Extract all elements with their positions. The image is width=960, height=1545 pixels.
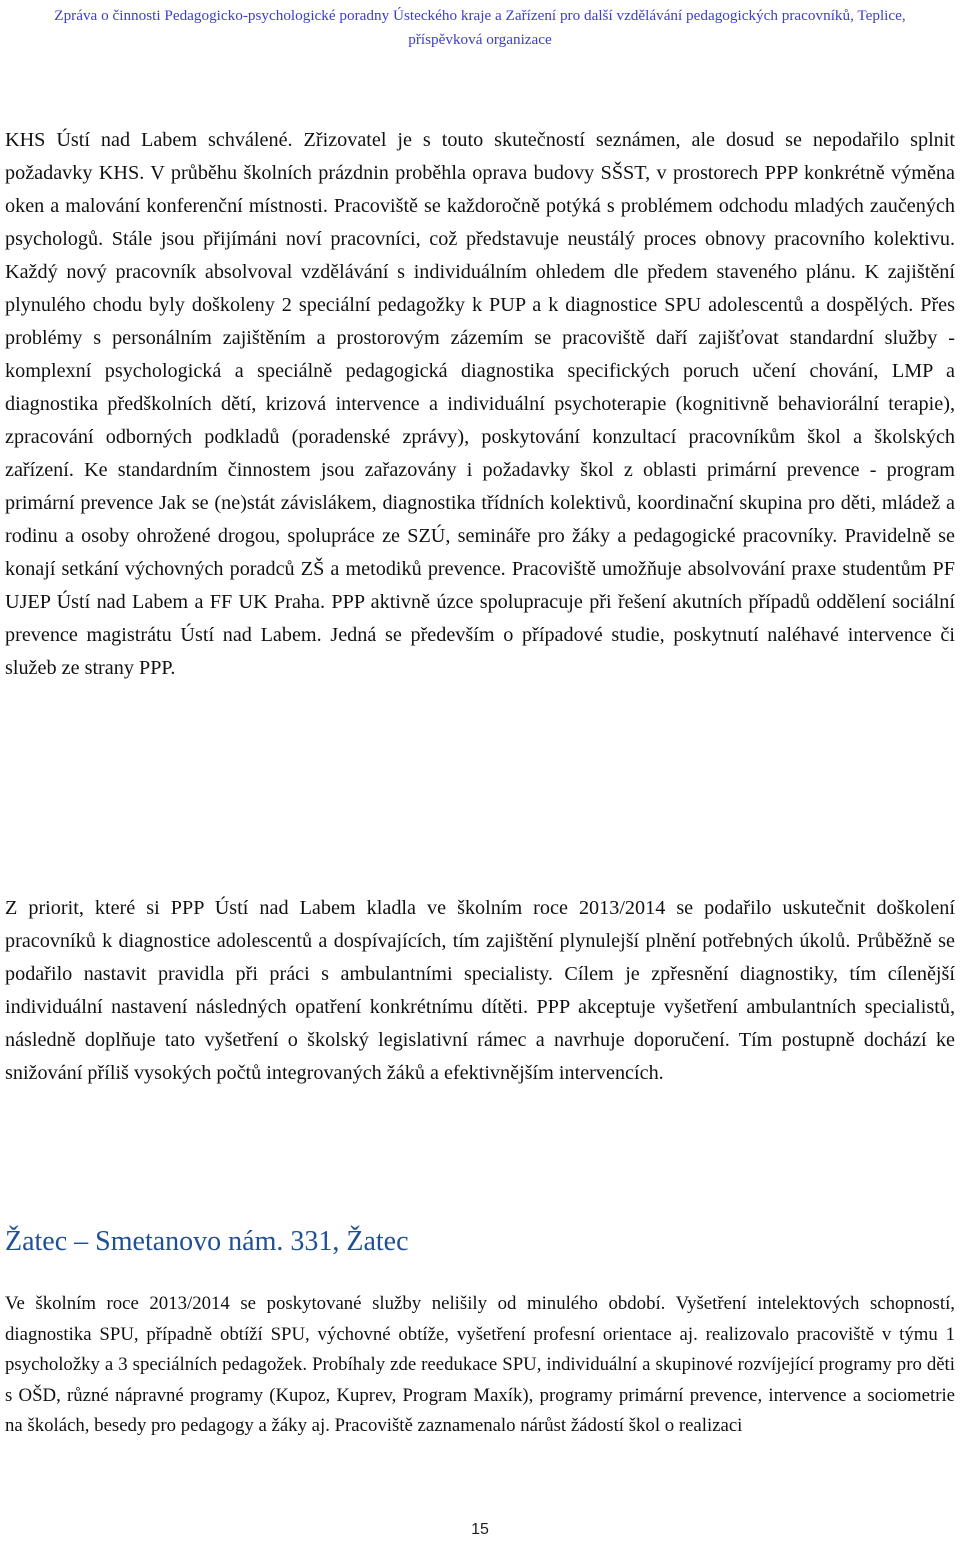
section-paragraph: Ve školním roce 2013/2014 se poskytované služby nelišily od minulého období. Vyšetření intelektových schopností, diagnostika SPU, případně obtíží SPU, výchovné obtíže, vyšetření profesní orientace aj. realizovalo pracoviště v týmu 1 psycholožky a 3 speciálních pedagožek. Probíhaly zde reedukace SPU, individuální a skupinové rozvíjející programy pro děti s OŠD, různé nápravné programy (Kupoz, Kuprev, Program Maxík), programy primární prevence, intervence a sociometrie na školách, besedy pro pedagogy a žáky aj. Pracoviště zaznamenalo nárůst žádostí škol o realizaci <box>5 1293 955 1436</box>
body-paragraph: KHS Ústí nad Labem schválené. Zřizovatel je s touto skutečností seznámen, ale dosud se nepodařilo splnit požadavky KHS. V průběhu školních prázdnin proběhla oprava budovy SŠST, v prostorech PPP konkrétně výměna oken a malování konferenční místnosti. Pracoviště se každoročně potýká s problémem odchodu mladých zaučených psychologů. Stále jsou přijímáni noví pracovníci, což představuje neustálý proces obnovy pracovního kolektivu. Každý nový pracovník absolvoval vzdělávání s individuálním ohledem dle předem staveného plánu. K zajištění plynulého chodu byly doškoleny 2 speciální pedagožky k PUP a k diagnostice SPU adolescentů a dospělých. Přes problémy s personálním zajištěním a prostorovým zázemím se pracoviště daří zajišťovat standardní služby - komplexní psychologická a speciálně pedagogická diagnostika specifických poruch učení chování, LMP a diagnostika předškolních dětí, krizová intervence a individuální psychoterapie (kognitivně behaviorální terapie), zpracování odborných podkladů (poradenské zprávy), poskytování konzultací pracovníkům škol a školských zařízení. Ke standardním činnostem jsou zařazovány i požadavky škol z oblasti primární prevence - program primární prevence Jak se (ne)stát závislákem, diagnostika třídních kolektivů, koordinační skupina pro děti, mládež a rodinu a osoby ohrožené drogou, spolupráce ze SZÚ, semináře pro žáky a pedagogické pracovníky. Pravidelně se konají setkání výchovných poradců ZŠ a metodiků prevence. Pracoviště umožňuje absolvování praxe studentům PF UJEP Ústí nad Labem a FF UK Praha. PPP aktivně úzce spolupracuje při řešení akutních případů oddělení sociální prevence magistrátu Ústí nad Labem. Jedná se především o případové studie, poskytnutí naléhavé intervence či služeb ze strany PPP. <box>5 129 955 679</box>
section-heading: Žatec – Smetanovo nám. 331, Žatec <box>5 1226 409 1257</box>
header-line-2: příspěvková organizace <box>408 31 552 48</box>
priorities-paragraph: Z priorit, které si PPP Ústí nad Labem kladla ve školním roce 2013/2014 se podařilo uskutečnit doškolení pracovníků k diagnostice adolescentů a dospívajících, tím zajištění plynulejší plnění potřebných úkolů. Průběžně se podařilo nastavit pravidla při práci s ambulantními specialisty. Cílem je zpřesnění diagnostiky, tím cílenější individuální nastavení následných opatření konkrétnímu dítěti. PPP akceptuje vyšetření ambulantních specialistů, následně doplňuje tato vyšetření o školský legislativní rámec a navrhuje doporučení. Tím postupně dochází ke snižování příliš vysokých počtů integrovaných žáků a efektivnějším intervencích. <box>5 897 955 1084</box>
page-number: 15 <box>471 1521 489 1538</box>
running-header <box>0 4 960 52</box>
header-line-1: Zpráva o činnosti Pedagogicko-psychologické poradny Ústeckého kraje a Zařízení pro další vzdělávání pedagogických pracovníků, Teplice, <box>54 7 906 24</box>
